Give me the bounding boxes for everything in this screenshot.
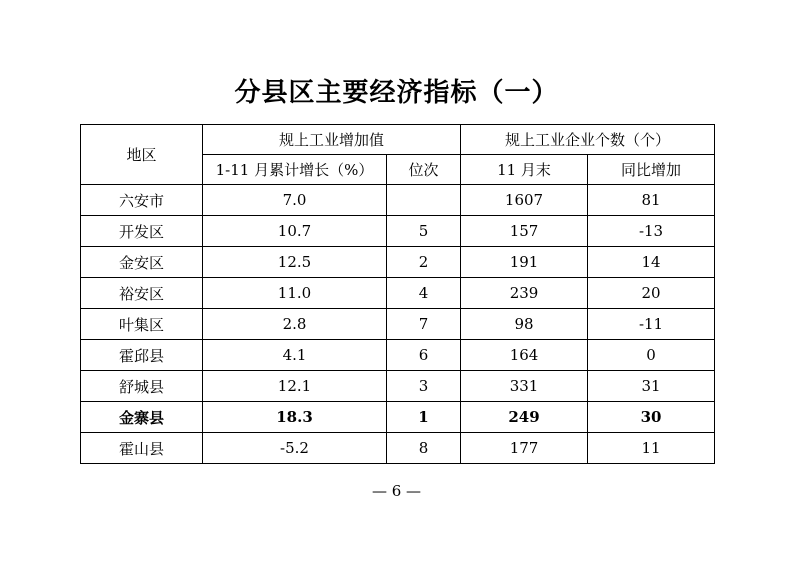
cell-count: 98 — [461, 309, 588, 340]
cell-region: 开发区 — [81, 216, 203, 247]
economic-indicators-table — [80, 124, 715, 464]
cell-growth: 4.1 — [203, 340, 387, 371]
cell-count: 249 — [461, 402, 588, 433]
header-cumulative-growth: 1-11 月累计增长（%） — [203, 155, 387, 185]
cell-growth: 2.8 — [203, 309, 387, 340]
cell-region: 金安区 — [81, 247, 203, 278]
cell-region: 金寨县 — [81, 402, 203, 433]
table-row-highlighted — [81, 402, 715, 433]
cell-rank: 3 — [387, 371, 461, 402]
cell-count: 157 — [461, 216, 588, 247]
table-row — [81, 247, 715, 278]
cell-region: 六安市 — [81, 185, 203, 216]
cell-rank — [387, 185, 461, 216]
header-rank: 位次 — [387, 155, 461, 185]
table-row — [81, 185, 715, 216]
header-row-1 — [81, 125, 715, 155]
cell-count: 1607 — [461, 185, 588, 216]
cell-rank: 6 — [387, 340, 461, 371]
cell-growth: 10.7 — [203, 216, 387, 247]
cell-increase: 30 — [588, 402, 715, 433]
cell-growth: 18.3 — [203, 402, 387, 433]
cell-increase: 31 — [588, 371, 715, 402]
cell-growth: 7.0 — [203, 185, 387, 216]
cell-region: 裕安区 — [81, 278, 203, 309]
cell-increase: 81 — [588, 185, 715, 216]
cell-rank: 7 — [387, 309, 461, 340]
cell-region: 叶集区 — [81, 309, 203, 340]
cell-rank: 2 — [387, 247, 461, 278]
cell-region: 霍邱县 — [81, 340, 203, 371]
cell-increase: 0 — [588, 340, 715, 371]
cell-region: 霍山县 — [81, 433, 203, 464]
table-row — [81, 371, 715, 402]
cell-increase: 11 — [588, 433, 715, 464]
table-row — [81, 278, 715, 309]
page-title: 分县区主要经济指标（一） — [234, 78, 559, 108]
header-end-november: 11 月末 — [461, 155, 588, 185]
page-number: — 6 — — [371, 482, 422, 500]
cell-increase: 14 — [588, 247, 715, 278]
cell-rank: 4 — [387, 278, 461, 309]
cell-count: 164 — [461, 340, 588, 371]
cell-rank: 8 — [387, 433, 461, 464]
table-row — [81, 216, 715, 247]
cell-growth: -5.2 — [203, 433, 387, 464]
cell-rank: 1 — [387, 402, 461, 433]
cell-count: 191 — [461, 247, 588, 278]
cell-count: 331 — [461, 371, 588, 402]
cell-increase: 20 — [588, 278, 715, 309]
header-industrial-value-added: 规上工业增加值 — [203, 125, 461, 155]
cell-count: 239 — [461, 278, 588, 309]
table-row — [81, 309, 715, 340]
table-row — [81, 340, 715, 371]
header-region: 地区 — [81, 125, 203, 185]
cell-count: 177 — [461, 433, 588, 464]
cell-growth: 12.5 — [203, 247, 387, 278]
cell-region: 舒城县 — [81, 371, 203, 402]
cell-increase: -11 — [588, 309, 715, 340]
cell-increase: -13 — [588, 216, 715, 247]
cell-growth: 11.0 — [203, 278, 387, 309]
cell-rank: 5 — [387, 216, 461, 247]
cell-growth: 12.1 — [203, 371, 387, 402]
header-industrial-enterprises: 规上工业企业个数（个） — [461, 125, 715, 155]
table-row — [81, 433, 715, 464]
header-yoy-increase: 同比增加 — [588, 155, 715, 185]
